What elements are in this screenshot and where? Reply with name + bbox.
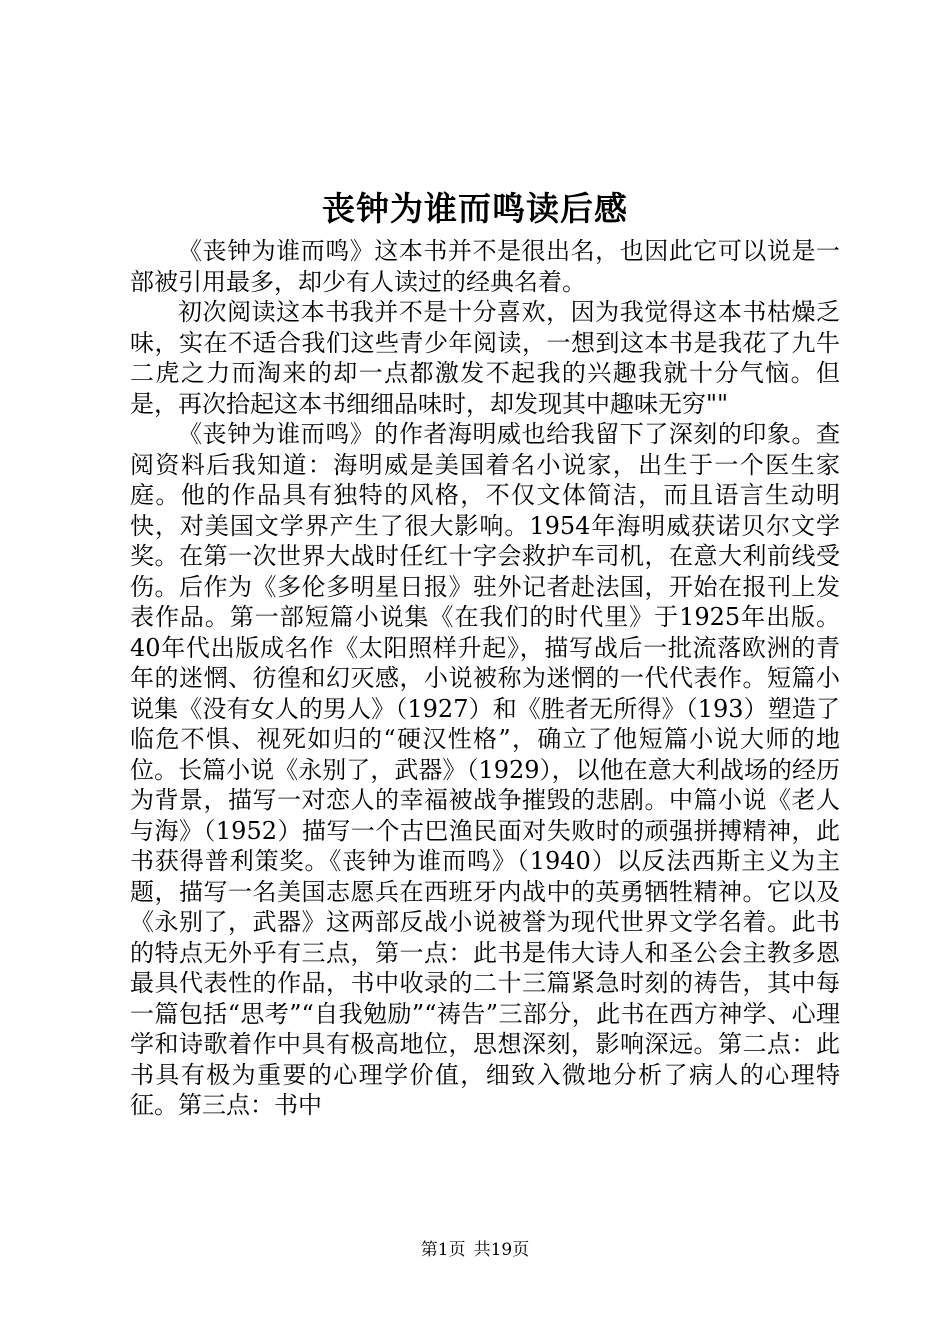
paragraph: 初次阅读这本书我并不是十分喜欢，因为我觉得这本书枯燥乏味，实在不适合我们这些青少年阅读，一想到这本书是我花了九牛二虎之力而淘来的却一点都激发不起我的兴趣我就十分气恼。但是，再次拾起这本书细细品味时，却发现其中趣味无穷"" xyxy=(130,298,840,418)
paragraph: 《丧钟为谁而鸣》的作者海明威也给我留下了深刻的印象。查阅资料后我知道：海明威是美国着名小说家，出生于一个医生家庭。他的作品具有独特的风格，不仅文体简洁，而且语言生动明快，对美国文学界产生了很大影响。1954年海明威获诺贝尔文学奖。在第一次世界大战时任红十字会救护车司机，在意大利前线受伤。后作为《多伦多明星日报》驻外记者赴法国，开始在报刊上发表作品。第一部短篇小说集《在我们的时代里》于1925年出版。40年代出版成名作《太阳照样升起》，描写战后一批流落欧洲的青年的迷惘、彷徨和幻灭感，小说被称为迷惘的一代代表作。短篇小说集《没有女人的男人》（1927）和《胜者无所得》（193）塑造了临危不惧、视死如归的“硬汉性格”，确立了他短篇小说大师的地位。长篇小说《永别了，武器》（1929），以他在意大利战场的经历为背景，描写一对恋人的幸福被战争摧毁的悲剧。中篇小说《老人与海》（1952）描写一个古巴渔民面对失败时的顽强拼搏精神，此书获得普利策奖。《丧钟为谁而鸣》（1940）以反法西斯主义为主题，描写一名美国志愿兵在西班牙内战中的英勇牺牲精神。它以及《永别了，武器》这两部反战小说被誉为现代世界文学名着。此书的特点无外乎有三点，第一点：此书是伟大诗人和圣公会主教多恩最具代表性的作品，书中收录的二十三篇紧急时刻的祷告，其中每一篇包括“思考”“自我勉励”“祷告”三部分，此书在西方神学、心理学和诗歌着作中具有极高地位，思想深刻，影响深远。第二点：此书具有极为重要的心理学价值，细致入微地分析了病人的心理特征。第三点：书中 xyxy=(130,420,840,1119)
document-body xyxy=(130,236,840,1121)
paragraph: 《丧钟为谁而鸣》这本书并不是很出名，也因此它可以说是一部被引用最多，却少有人读过的经典名着。 xyxy=(130,237,840,296)
page-title: 丧钟为谁而鸣读后感 xyxy=(322,189,628,228)
page-total: 共19页 xyxy=(473,1240,530,1260)
page-footer xyxy=(0,1238,950,1262)
page-number: 第1页 xyxy=(420,1240,466,1260)
